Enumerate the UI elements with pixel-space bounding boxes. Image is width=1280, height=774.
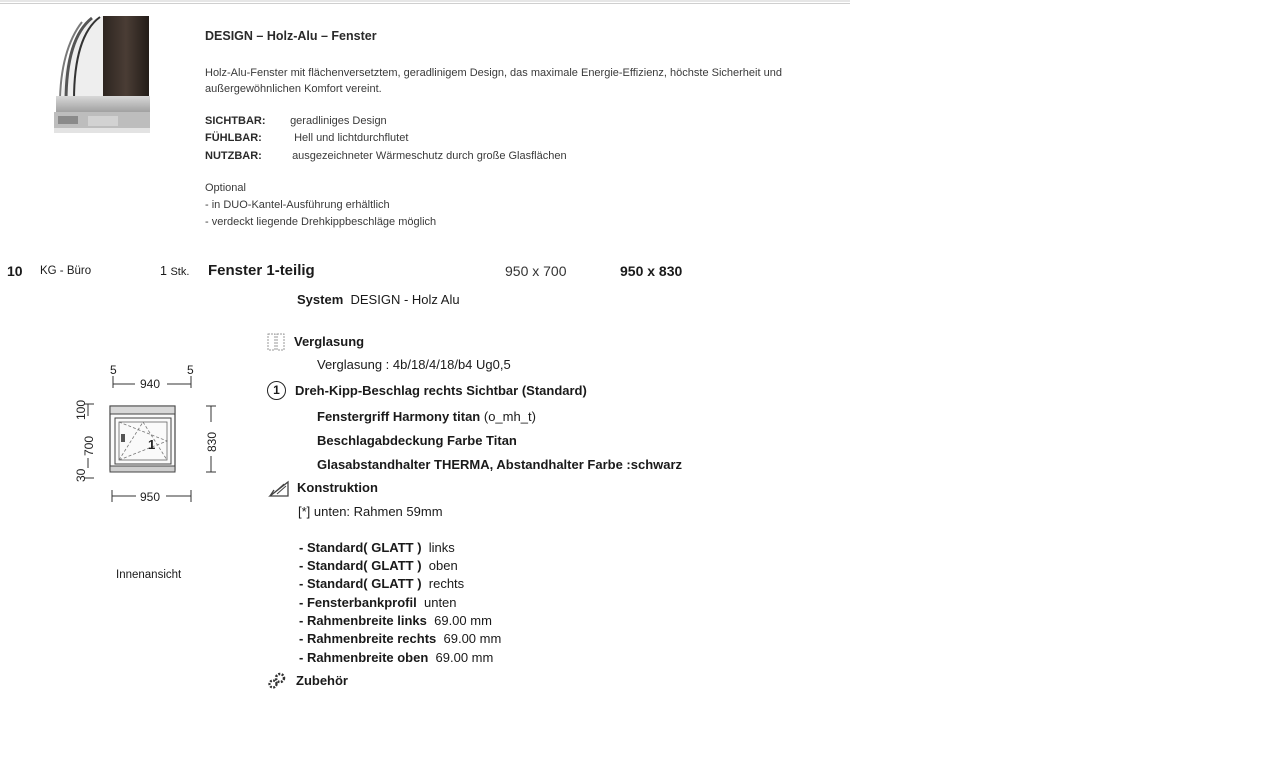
construction-item: - Standard( GLATT ) oben bbox=[299, 558, 458, 573]
position-number: 10 bbox=[7, 263, 23, 279]
dim-top-mid: 940 bbox=[140, 377, 161, 391]
system-line: System DESIGN - Holz Alu bbox=[297, 292, 460, 307]
sash-number: 1 bbox=[148, 437, 156, 452]
frame-bottom-note: [*] unten: Rahmen 59mm bbox=[298, 504, 443, 519]
feature-fuehlbar: FÜHLBAR: Hell und lichtdurchflutet bbox=[205, 132, 409, 144]
dim-top-right: 5 bbox=[187, 363, 194, 377]
dim-left-mid: 700 bbox=[82, 435, 96, 456]
feature-sichtbar: SICHTBAR: geradliniges Design bbox=[205, 115, 387, 127]
feature-nutzbar: NUTZBAR: ausgezeichneter Wärmeschutz durch große Glasflächen bbox=[205, 150, 567, 162]
construction-item: - Fensterbankprofil unten bbox=[299, 595, 457, 610]
fitting-title: Dreh-Kipp-Beschlag rechts Sichtbar (Standard) bbox=[295, 383, 587, 398]
quantity: 1 Stk. bbox=[160, 264, 190, 278]
verglasung-value: Verglasung : 4b/18/4/18/b4 Ug0,5 bbox=[317, 357, 511, 372]
room-label: KG - Büro bbox=[40, 265, 92, 277]
fitting-cover: Beschlagabdeckung Farbe Titan bbox=[317, 433, 517, 448]
dim-bottom: 950 bbox=[140, 490, 161, 504]
dim-right: 830 bbox=[205, 431, 219, 452]
optional-item: - verdeckt liegende Drehkippbeschläge möglich bbox=[205, 216, 437, 228]
construction-item: - Standard( GLATT ) rechts bbox=[299, 576, 465, 591]
dimension-b: 950 x 830 bbox=[620, 263, 683, 279]
accessories-gear-icon bbox=[267, 672, 287, 690]
dimension-a: 950 x 700 bbox=[505, 263, 567, 279]
handle-line: Fenstergriff Harmony titan (o_mh_t) bbox=[317, 409, 536, 424]
verglasung-title: Verglasung bbox=[294, 334, 365, 349]
optional-item: - in DUO-Kantel-Ausführung erhältlich bbox=[205, 199, 390, 211]
construction-item: - Rahmenbreite links 69.00 mm bbox=[299, 613, 492, 628]
window-drawing bbox=[60, 358, 230, 518]
window-profile-image bbox=[48, 12, 158, 142]
product-description: Holz-Alu-Fenster mit flächenversetztem, geradlinigem Design, das maximale Energie-Effizienz, höchste Sicherheit und außergewöhnlichen Komfort vereint. bbox=[205, 67, 782, 95]
construction-item: - Rahmenbreite oben 69.00 mm bbox=[299, 650, 494, 665]
view-caption: Innenansicht bbox=[116, 569, 182, 581]
fitting-number-badge: 1 bbox=[267, 381, 286, 400]
construction-item: - Standard( GLATT ) links bbox=[299, 540, 455, 555]
construction-item: - Rahmenbreite rechts 69.00 mm bbox=[299, 631, 502, 646]
window-title: Fenster 1-teilig bbox=[208, 262, 315, 279]
spacer-line: Glasabstandhalter THERMA, Abstandhalter Farbe :schwarz bbox=[317, 457, 683, 472]
dim-left-bot: 30 bbox=[74, 468, 88, 482]
dim-top-left: 5 bbox=[110, 363, 117, 377]
optional-title: Optional bbox=[205, 182, 246, 194]
dim-left-top: 100 bbox=[74, 399, 88, 420]
product-title: DESIGN – Holz-Alu – Fenster bbox=[205, 29, 377, 43]
accessories-title: Zubehör bbox=[296, 673, 348, 688]
construction-title: Konstruktion bbox=[297, 480, 378, 495]
top-divider-shade bbox=[0, 0, 850, 2]
glazing-icon bbox=[267, 333, 285, 351]
construction-icon bbox=[268, 478, 292, 498]
top-divider bbox=[0, 3, 850, 4]
